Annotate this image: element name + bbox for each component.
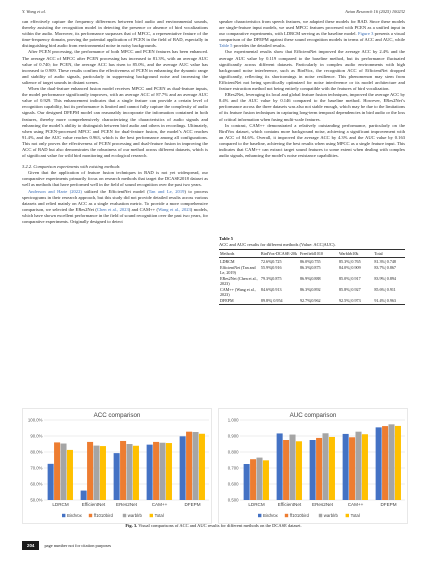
bar-efficientnet-birdvox [277,433,283,500]
bar-dfepm-ff1010bird [382,426,388,500]
section-heading: 3.2.2. Comparison experiments with existing methods [22,164,120,170]
y-tick-label: 80.0% [30,449,43,455]
bar-efficientnet-ff1010bird [283,440,289,500]
auc-bar-chart [218,408,408,524]
bar-dfepm-total [395,426,401,500]
bar-eres2net-birdvox [310,440,316,500]
y-tick-label: 100.0% [27,417,43,423]
y-tick-label: 90.0% [30,433,43,439]
chart-svg [218,408,408,524]
x-tick-label: LDRCM [52,502,69,507]
figure-3 [22,408,407,530]
table-cell: 86.9%|0.888 [299,275,321,281]
paragraph: In contrast, CAM++ demonstrated a relatively outstanding performance, particularly on the BirdVox dataset, which contains more background noise, achieving a significant improvement with an ACC of 84.6%. Overall, it improved the average ACC by 4.3% and the AUC value by 0.163 compared to the baseline, achieving the best results when using MPCC as a single feature input. This indicates that CAM++ can extract target sound features to some extent when dealing with complex audio signals, enhancing the model’s noise resistance capabilities. [219,122,405,159]
chart-title: ACC comparison [93,412,141,419]
x-tick-label: ERes2Net [312,502,333,507]
paragraph: When the dual-feature enhanced fusion model receives MPCC and PCEN as dual-feature inputs, the model performance significantly improves, with an average ACC of 87.7% and an average AUC value of 0.929. This enhancement indicates that a single feature can provide a certain level of recognition capability, but its performance is limited and cannot fully capture the complexity of audio signals. Our designed DFEPM model can reasonably incorporate the information contained in both features, thereby more comprehensively characterizing the characteristics of audio signals and enhancing the model’s ability to distinguish between bird audio and others in recordings. Ultimately, when using PCEN-processed MPCC and PCEN for dual-feature fusion, the model’s ACC reaches 91.4%, and the AUC value reaches 0.963, which is the best performance among all configurations. This not only proves the effectiveness of PCEN processing and dual-feature fusion in improving the ACC of BAD but also demonstrates the robustness of our method across different datasets, which is of significant value for wild bird monitoring and ecological research. [22,86,208,159]
bar-efficientnet-ff1010bird [87,442,93,500]
bar-ldrcm-warblrb [257,458,263,500]
bar-dfepm-warblrb [193,432,199,500]
bar-ldrcm-birdvox [48,464,54,500]
bar-eres2net-birdvox [114,453,120,500]
y-tick-label: 50.0% [30,497,43,503]
bar-dfepm-ff1010bird [186,432,192,500]
citation-link[interactable]: Chen et al., 2023 [96,206,129,212]
text-run: ) to process spectrograms in their research approach, but this study did not provide detailed results across various datasets and relied mainly on ACC as a single evaluation metric. To provide a more comprehensive comparison, we selected the ERes2Net ( [22,188,208,212]
figure-caption-text: Visual comparisons of ACC and AUC results for different methods on the DCASE dataset. [138,523,302,528]
bar-dfepm-birdvox [376,427,382,500]
bar-cam-warblrb [356,432,362,500]
table-cell: 86.0%|0.755 [299,258,321,264]
legend-label: BirdVox [67,513,82,518]
paragraph: After PCEN processing, the performance of both MFCC and PCEN features has been enhanced. The average ACC of MFCC after PCEN processing has increased to 81.3%, with an average AUC value of 0.740; for PCEN, the average ACC has risen to 85.0%, and the average AUC value has increased to 0.909. These results confirm the effectiveness of PCEN in enhancing the dynamic range and stability of audio signals, particularly in suppressing background noise and increasing the salience of target sounds in distant scenes. [22,49,208,85]
text-run: utilized the EfficientNet model ( [81,188,149,194]
bar-cam-total [166,443,172,500]
table-cell: 84.0%| 0.909 [339,264,361,270]
paragraph: Given that the application of feature fusion techniques in BAD is not yet widespread, our comparative experiments primarily focus on research methods that target the DCASE2018 dataset as well as methods that have performed well in the field of sound recognition over the past two years. [22,170,208,188]
table-row [219,298,405,305]
chart-svg [22,408,212,524]
x-tick-label: DFEPM [380,502,397,507]
table-header-row [219,250,405,258]
citation-link[interactable]: Tan and Le, 2019 [148,188,185,194]
y-tick-label: 0.800 [227,449,239,455]
x-tick-label: EfficientNet [81,502,106,507]
table-cell: 55.9%|0.916 [260,264,282,270]
table-cell: LDRCM [220,258,235,264]
table-number: Table 5 [219,236,233,241]
table-caption [219,236,405,247]
table-header-cell: Freefield1010 [299,250,338,258]
table-cell: 79.3%|0.875 [260,275,282,281]
legend-swatch [258,514,261,517]
bar-ldrcm-total [263,460,269,500]
right-column [219,19,405,159]
bar-cam-birdvox [147,445,153,500]
table-row [219,275,405,286]
x-tick-label: LDRCM [248,502,265,507]
citation-link[interactable]: Anderson and Harte (2022) [28,188,82,194]
table-cell: 81.3%| 0.748 [374,258,396,264]
bar-cam-birdvox [343,434,349,500]
table-cell: 92.7%|0.962 [299,298,338,305]
bar-ldrcm-ff1010bird [54,442,60,500]
table-cell: ERes2Net (Chen et al., 2023) [220,275,258,286]
table-cell: 84.6%|0.913 [260,287,282,293]
text-run: provides the detailed results. [232,43,286,49]
legend-swatch [346,514,349,517]
table-cell: 89.8%| 0.954 [260,298,299,305]
text-run: ) and CAM++ ( [128,206,159,212]
table-cell: CAM++ (Wang et al., 2023) [220,287,256,298]
footer-note: page number not for citation purposes [44,543,112,548]
table-cell: 86.3%|0.875 [299,264,321,270]
bar-efficientnet-total [100,446,106,500]
paragraph [219,19,405,49]
legend-swatch [89,514,92,517]
legend-label: Total [154,513,164,518]
figure-link[interactable]: Figure 3 [357,31,374,37]
chart-title: AUC comparison [289,412,337,419]
results-table [219,249,405,305]
legend-label: warblrb [127,513,142,518]
table-cell: DFEPM [219,298,260,305]
y-tick-label: 1.000 [227,417,239,423]
bar-efficientnet-warblrb [290,435,296,500]
bar-dfepm-warblrb [389,424,395,500]
legend-swatch [319,514,322,517]
bar-eres2net-ff1010bird [316,438,322,500]
table-cell: EfficientNet (Tan and Le, 2019) [220,264,256,275]
citation-link[interactable]: Wang et al., 2023 [158,206,191,212]
bar-dfepm-total [199,434,205,500]
table-header-cell: BirdVox-DCASE-20k [260,251,297,256]
y-tick-label: 0.500 [227,497,239,503]
bar-cam-ff1010bird [349,437,355,500]
table-cell: 92.5%| 0.973 [338,298,373,305]
acc-bar-chart [22,408,212,524]
text-run: ) models, which have shown excellent performance in the field of sound recognition over the past two years, for comparative experiments. Originally designed to detect [22,206,208,224]
legend-label: ff1010bird [93,513,113,518]
legend-swatch [123,514,126,517]
bar-eres2net-total [133,446,139,500]
table-cell: 86.3%|0.892 [299,287,321,293]
x-tick-label: DFEPM [184,502,201,507]
table-cell: 83.9%| 0.894 [374,275,396,281]
figure-label: Fig. 3. [125,523,138,528]
page-footer [22,541,111,550]
table-link[interactable]: Table 5 [219,43,233,49]
legend-swatch [150,514,153,517]
y-tick-label: 70.0% [30,465,43,471]
bar-efficientnet-total [296,441,302,500]
x-tick-label: CAM++ [151,502,168,507]
paragraph: Our experimental results show that EfficientNet improved the average ACC by 2.4% and the average AUC value by 0.119 compared to the baseline method, but its performance fluctuated significantly across different datasets. Particularly in complex audio environments with high background noise interference, such as BirdVox, the recognition ACC of EfficientNet dropped significantly, reflecting its shortcomings in noise resilience. This phenomenon may stem from EfficientNet not being specifically optimized for noise interference or its model architecture and feature extraction method not being entirely compatible with the features of bird vocalization. [219,49,405,92]
legend-label: warblrb [323,513,338,518]
bar-eres2net-ff1010bird [120,441,126,500]
legend-label: Total [350,513,360,518]
legend-label: ff1010bird [289,513,309,518]
bar-cam-ff1010bird [153,442,159,500]
y-tick-label: 60.0% [30,481,43,487]
table-cell: 85.6%| 0.911 [374,287,396,293]
table-row [219,258,405,265]
table-cell: 85.3%| 0.765 [339,258,361,264]
page-number: 204 [22,541,39,550]
legend-swatch [62,514,65,517]
text-run: presents a visual comparison of the DFEPM against these sound recognition models in terms of ACC and AUC, while [219,31,405,43]
bar-ldrcm-ff1010bird [250,459,256,500]
bar-eres2net-total [329,437,335,500]
bar-ldrcm-warblrb [61,444,67,500]
legend-label: BirdVox [263,513,278,518]
y-tick-label: 0.700 [227,465,239,471]
bar-eres2net-warblrb [323,433,329,500]
x-tick-label: CAM++ [347,502,364,507]
legend-swatch [285,514,288,517]
table-row [219,264,405,275]
y-tick-label: 0.600 [227,481,239,487]
bar-efficientnet-birdvox [81,491,87,500]
table-row [219,287,405,298]
bar-efficientnet-warblrb [94,446,100,500]
y-tick-label: 0.900 [227,433,239,439]
header-authors: Y. Wang et al. [22,9,46,14]
table-cell: 85.8%| 0.927 [339,287,361,293]
table-header-cell: Total [373,250,405,258]
table-cell: 91.4%| 0.963 [373,298,405,305]
x-tick-label: ERes2Net [116,502,137,507]
bar-ldrcm-total [67,450,73,500]
paragraph: can effectively capture the frequency differences between bird audio and environmental sounds, thereby assisting the recognition model in detecting the presence or absence of bird vocalizations within the audio. Moreover, its performance surpasses that of MFCC, a representative feature of the time-frequency domain, proving the potential application of PCEN in the field of BAD, especially in distinguishing bird audio from environmental noise in noisy backgrounds. [22,19,208,49]
bar-dfepm-birdvox [180,436,186,500]
x-tick-label: EfficientNet [277,502,302,507]
bar-cam-total [362,434,368,500]
running-header [22,9,405,14]
results-table-block [219,236,405,305]
table-cell: 85.0%| 0.917 [339,275,361,281]
paragraph [22,189,208,226]
table-header-cell: Methods [219,250,260,258]
bar-eres2net-warblrb [127,444,133,500]
header-journal: Avian Research 16 (2025) 100232 [345,9,405,14]
bar-ldrcm-birdvox [244,464,250,500]
bar-cam-warblrb [160,443,166,500]
paragraph: ERes2Net, leveraging its local and global feature fusion techniques, improved the average ACC by 8.4% and the AUC value by 0.146 compared to the baseline method. However, ERes2Net’s performance across the three datasets was also not stable enough, which may be due to the limitations of its feature fusion techniques in capturing long-term temporal dependencies in bird audio or the loss of critical information when fusing multi-scale features. [219,92,405,122]
text-run: speaker characteristics from speech features, we adapted these models for BAD. Since these models are single-feature input models, we used MPCC features processed with PCEN as a unified input in our comparative experiments, with LDRCM serving as the baseline model. [219,19,405,37]
table-caption-text: ACC and AUC results for different methods (Value: ACC|AUC). [219,241,336,247]
table-cell: 72.6%|0.725 [260,258,282,264]
figure-caption [22,523,405,528]
left-column [22,19,208,225]
table-cell: 83.7%| 0.867 [374,264,396,270]
table-header-cell: Warblrb10k [338,250,373,258]
